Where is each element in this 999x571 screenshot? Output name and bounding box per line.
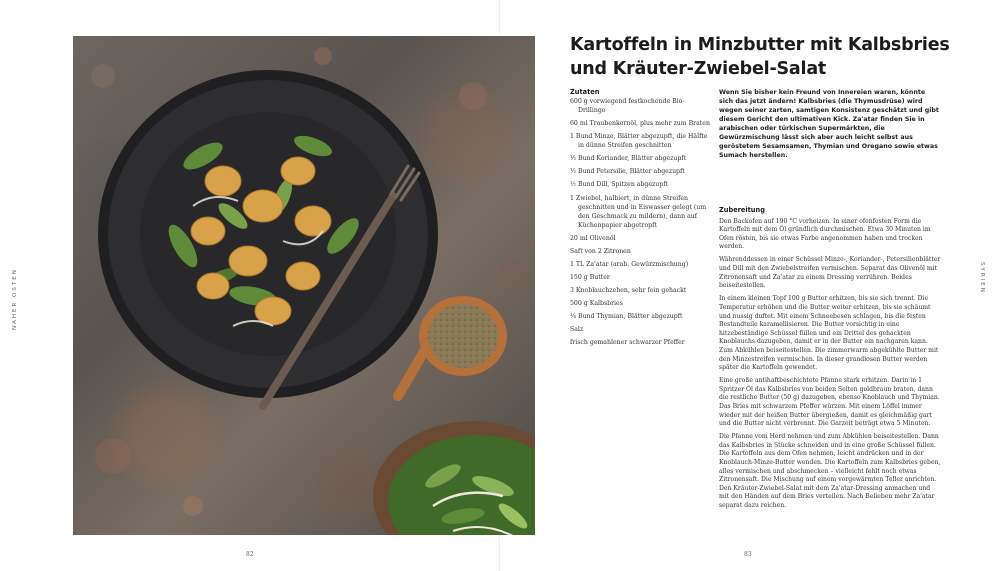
ingredient-item: 20 ml Olivenöl (570, 234, 616, 242)
ingredient-item: 600 g vorwiegend festkochende Bio-Drillinge (570, 98, 685, 114)
ingredient-item: 1 TL Za'atar (arab. Gewürzmischung) (570, 260, 689, 268)
preparation-step: Eine große antihaftbeschichtete Pfanne stark erhitzen. Darin in 1 Spritzer Öl das Kalbsbries von beiden Seiten goldbraun braten, dann die restliche Butter (50 g) dazugeben, ebenso Knoblauch und Thymian. Das Bries mit schwarzem Pfeffer würzen. Mit einem Löffel immer wieder mit der heißen Butter übergießen, damit es gleichmäßig gart und die Butter nicht verbrennt. Die Garzeit beträgt etwa 5 Minuten. (719, 377, 940, 428)
preparation-step: Währenddessen in einer Schüssel Minze-, Koriander-, Petersilienblätter und Dill mit den Zwiebelstreifen vermischen. Separat das Olivenöl mit Zitronensaft und Za'atar zu einem Dressing verrühren. Beides beiseitestellen. (719, 256, 941, 290)
ingredient-item: frisch gemahlener schwarzer Pfeffer (570, 339, 685, 347)
preparation-step: Die Pfanne vom Herd nehmen und zum Abkühlen beiseitestellen. Dann das Kalbsbries in Stücke schneiden und in eine große Schüssel füllen. Die Kartoffeln aus dem Ofen nehmen, leicht andrücken und in der Knoblauch-Minze-Butter wenden. Die Kartoffeln zum Kalbsbries geben, alles vermischen und abschmecken – vielleicht fehlt noch etwas Zitronensaft. Die Mischung auf einem vorgewärmten Teller anrichten. Den Kräuter-Zwiebel-Salat mit dem Za'atar-Dressing anmachen und mit den Händen auf dem Bries verteilen. Nach Belieben mehr Za'atar separat dazu reichen. (719, 433, 941, 509)
preparation-section (719, 206, 941, 515)
ingredient-item: Salz (570, 326, 584, 334)
chapter-label-left: NAHER OSTEN (12, 268, 18, 330)
chapter-label-right: SYRIEN (979, 262, 985, 294)
ingredient-item: 1 Bund Minze, Blätter abgezupft, die Hälfte in dünne Streifen geschnitten (570, 133, 708, 150)
preparation-step: Den Backofen auf 190 °C vorheizen. In einer ofenfesten Form die Kartoffeln mit dem Öl gründlich durchmischen. Etwa 30 Minuten im Ofen rösten, bis sie etwas Farbe angenommen haben und trocken werden. (719, 217, 931, 251)
preparation-step: In einem kleinen Topf 100 g Butter erhitzen, bis sie sich trennt. Die Temperatur erhöhen und die Butter weiter erhitzen, bis sie schäumt und nussig duftet. Mit einem Schneebesen schlagen, bis die festen Bestandteile karamellisieren. Die Butter vorsichtig in eine hitzebeständige Schüssel füllen und ein Drittel des gehackten Knoblauchs dazugeben, damit er in der Butter ein nachgaren kann. Zum Abkühlen beiseitestellen. Die zimmerwarm abgekühlte Butter mit den Minzestreifen vermischen. In dieser grandiosen Butter werden später die Kartoffeln gewendet. (719, 295, 939, 372)
herb-salad-bowl (373, 421, 535, 535)
ingredient-item: Saft von 2 Zitronen (570, 247, 631, 255)
ingredient-item: 1 Zwiebel, halbiert, in dünne Streifen geschnitten und in Eiswasser gelegt (um den Geschmack zu mildern), dann auf Küchenpapier abgetropft (570, 194, 707, 229)
ingredient-item: ½ Bund Petersilie, Blätter abgezupft (570, 168, 685, 176)
ingredient-item: ½ Bund Koriander, Blätter abgezupft (570, 155, 687, 163)
ingredients-section (570, 88, 710, 352)
ingredient-item: 500 g Kalbsbries (570, 300, 623, 308)
page-number-left: 82 (246, 551, 254, 558)
ingredient-item: ¼ Bund Thymian, Blätter abgezupft (570, 313, 683, 321)
preparation-heading: Zubereitung (719, 206, 765, 214)
recipe-title: Kartoffeln in Minzbutter mit Kalbsbries und Kräuter-Zwiebel-Salat (570, 35, 950, 79)
ingredient-item: 60 ml Traubenkernöl, plus mehr zum Braten (570, 120, 710, 128)
ingredients-heading: Zutaten (570, 88, 600, 96)
ingredients-list (570, 97, 710, 347)
food-illustration (73, 36, 535, 535)
ingredient-item: 3 Knoblauchzehen, sehr fein gehackt (570, 287, 687, 295)
ingredient-item: ½ Bund Dill, Spitzen abgezupft (570, 181, 669, 189)
dark-plate (98, 70, 438, 398)
page-number-right: 83 (744, 551, 752, 558)
recipe-intro: Wenn Sie bisher kein Freund von Innereien waren, könnte sich das jetzt ändern! Kalbsbries (die Thymusdrüse) wird wegen seiner zarten, samtigen Konsistenz geschätzt und gibt diesem Gericht den ultimativen Kick. Za'atar finden Sie in arabischen oder türkischen Supermärkten, die Gewürzmischung lässt sich aber auch leicht selbst aus geröstetem Sesamsamen, Thymian und Oregano sowie etwas Sumach herstellen. (719, 89, 939, 159)
ingredient-item: 150 g Butter (570, 273, 610, 281)
recipe-photo (73, 36, 535, 535)
